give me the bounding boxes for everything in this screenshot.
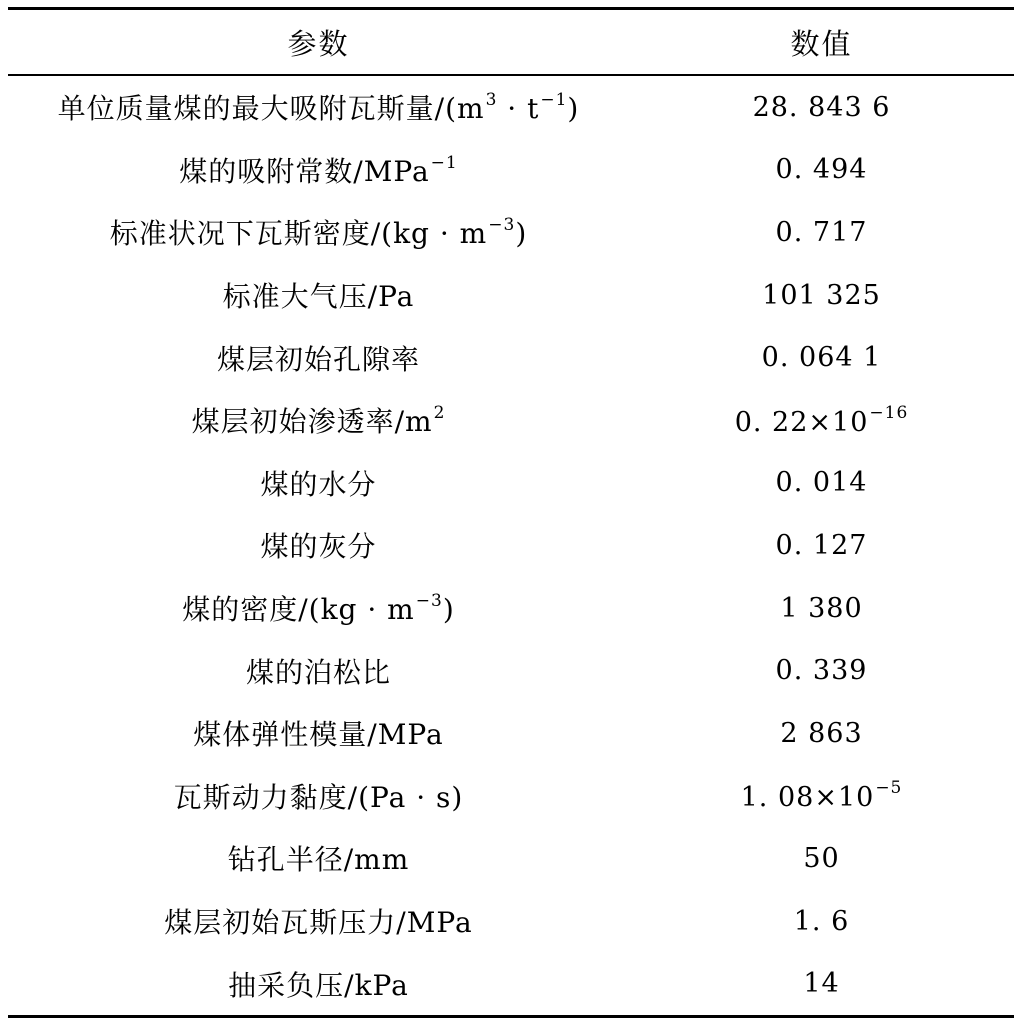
param-cell — [8, 452, 629, 515]
table-row — [8, 452, 1014, 515]
parameter-table-container — [8, 7, 1014, 1018]
value-cell — [629, 639, 1014, 702]
value-cell — [629, 577, 1014, 640]
value-cell — [629, 827, 1014, 890]
param-cell — [8, 514, 629, 577]
value-cell — [629, 326, 1014, 389]
value-cell — [629, 765, 1014, 828]
parameter-table — [8, 7, 1014, 1018]
table-row — [8, 201, 1014, 264]
value-cell — [629, 201, 1014, 264]
param-text: 单位质量煤的最大吸附瓦斯量/(m — [57, 92, 485, 126]
table-row — [8, 702, 1014, 765]
param-cell — [8, 139, 629, 202]
table-row — [8, 389, 1014, 452]
table-body — [8, 75, 1014, 1016]
value-text: 0. 064 1 — [761, 342, 882, 374]
value-text: 0. 22×10 — [734, 406, 869, 438]
param-cell — [8, 702, 629, 765]
table-row — [8, 326, 1014, 389]
param-text: 煤层初始瓦斯压力/MPa — [164, 906, 473, 940]
param-text: 煤的灰分 — [260, 530, 377, 564]
table-header-row — [8, 9, 1014, 76]
value-text: 0. 339 — [775, 655, 868, 687]
value-cell — [629, 139, 1014, 202]
param-cell — [8, 389, 629, 452]
param-text-middle: · t — [497, 92, 540, 126]
value-cell — [629, 514, 1014, 577]
table-row — [8, 514, 1014, 577]
param-cell — [8, 201, 629, 264]
value-cell — [629, 702, 1014, 765]
param-cell — [8, 577, 629, 640]
table-row — [8, 639, 1014, 702]
table-row — [8, 75, 1014, 139]
param-cell — [8, 952, 629, 1016]
value-cell — [629, 75, 1014, 139]
param-text: 煤体弹性模量/MPa — [193, 718, 444, 752]
value-text: 28. 843 6 — [752, 91, 891, 123]
table-row — [8, 890, 1014, 953]
param-superscript: 3 — [485, 90, 498, 111]
value-text: 2 863 — [780, 717, 863, 749]
param-cell — [8, 765, 629, 828]
param-text: 煤的水分 — [260, 467, 377, 501]
value-cell — [629, 890, 1014, 953]
param-text: 煤层初始孔隙率 — [216, 342, 420, 376]
value-superscript: −16 — [869, 402, 909, 423]
param-cell — [8, 264, 629, 327]
header-param: 参数 — [287, 26, 350, 61]
table-row — [8, 264, 1014, 327]
param-cell — [8, 827, 629, 890]
param-superscript: 2 — [433, 403, 446, 424]
value-text: 1 380 — [780, 592, 863, 624]
table-row — [8, 139, 1014, 202]
value-cell — [629, 952, 1014, 1016]
param-text: 标准大气压/Pa — [222, 280, 415, 314]
param-superscript: −3 — [415, 591, 443, 612]
param-cell — [8, 890, 629, 953]
table-row — [8, 952, 1014, 1016]
header-value: 数值 — [790, 26, 853, 61]
value-text: 101 325 — [762, 279, 881, 311]
value-cell — [629, 389, 1014, 452]
param-text: 煤的泊松比 — [245, 655, 391, 689]
param-text: 抽采负压/kPa — [228, 968, 409, 1002]
value-text: 0. 127 — [775, 529, 868, 561]
param-superscript-2: −1 — [540, 90, 568, 111]
param-text-end: ) — [515, 217, 528, 251]
param-text-end: ) — [567, 92, 580, 126]
table-row — [8, 765, 1014, 828]
table-row — [8, 827, 1014, 890]
param-cell — [8, 639, 629, 702]
param-text: 标准状况下瓦斯密度/(kg · m — [109, 217, 488, 251]
value-text: 14 — [803, 968, 840, 1000]
value-text: 0. 014 — [775, 467, 868, 499]
value-text: 1. 08×10 — [740, 782, 875, 814]
param-cell — [8, 326, 629, 389]
value-cell — [629, 264, 1014, 327]
param-superscript: −3 — [488, 215, 516, 236]
value-text: 50 — [803, 842, 840, 874]
value-text: 0. 494 — [775, 154, 868, 186]
param-text: 煤的密度/(kg · m — [182, 593, 415, 627]
param-text-end: ) — [442, 593, 455, 627]
value-superscript: −5 — [875, 778, 903, 799]
param-text: 煤的吸附常数/MPa — [179, 154, 430, 188]
param-text: 瓦斯动力黏度/(Pa · s) — [173, 780, 464, 814]
value-text: 0. 717 — [775, 216, 868, 248]
value-cell — [629, 452, 1014, 515]
param-superscript: −1 — [430, 152, 458, 173]
table-row — [8, 577, 1014, 640]
param-text: 煤层初始渗透率/m — [191, 405, 433, 439]
param-cell — [8, 75, 629, 139]
param-text: 钻孔半径/mm — [227, 843, 410, 877]
value-text: 1. 6 — [793, 905, 850, 937]
